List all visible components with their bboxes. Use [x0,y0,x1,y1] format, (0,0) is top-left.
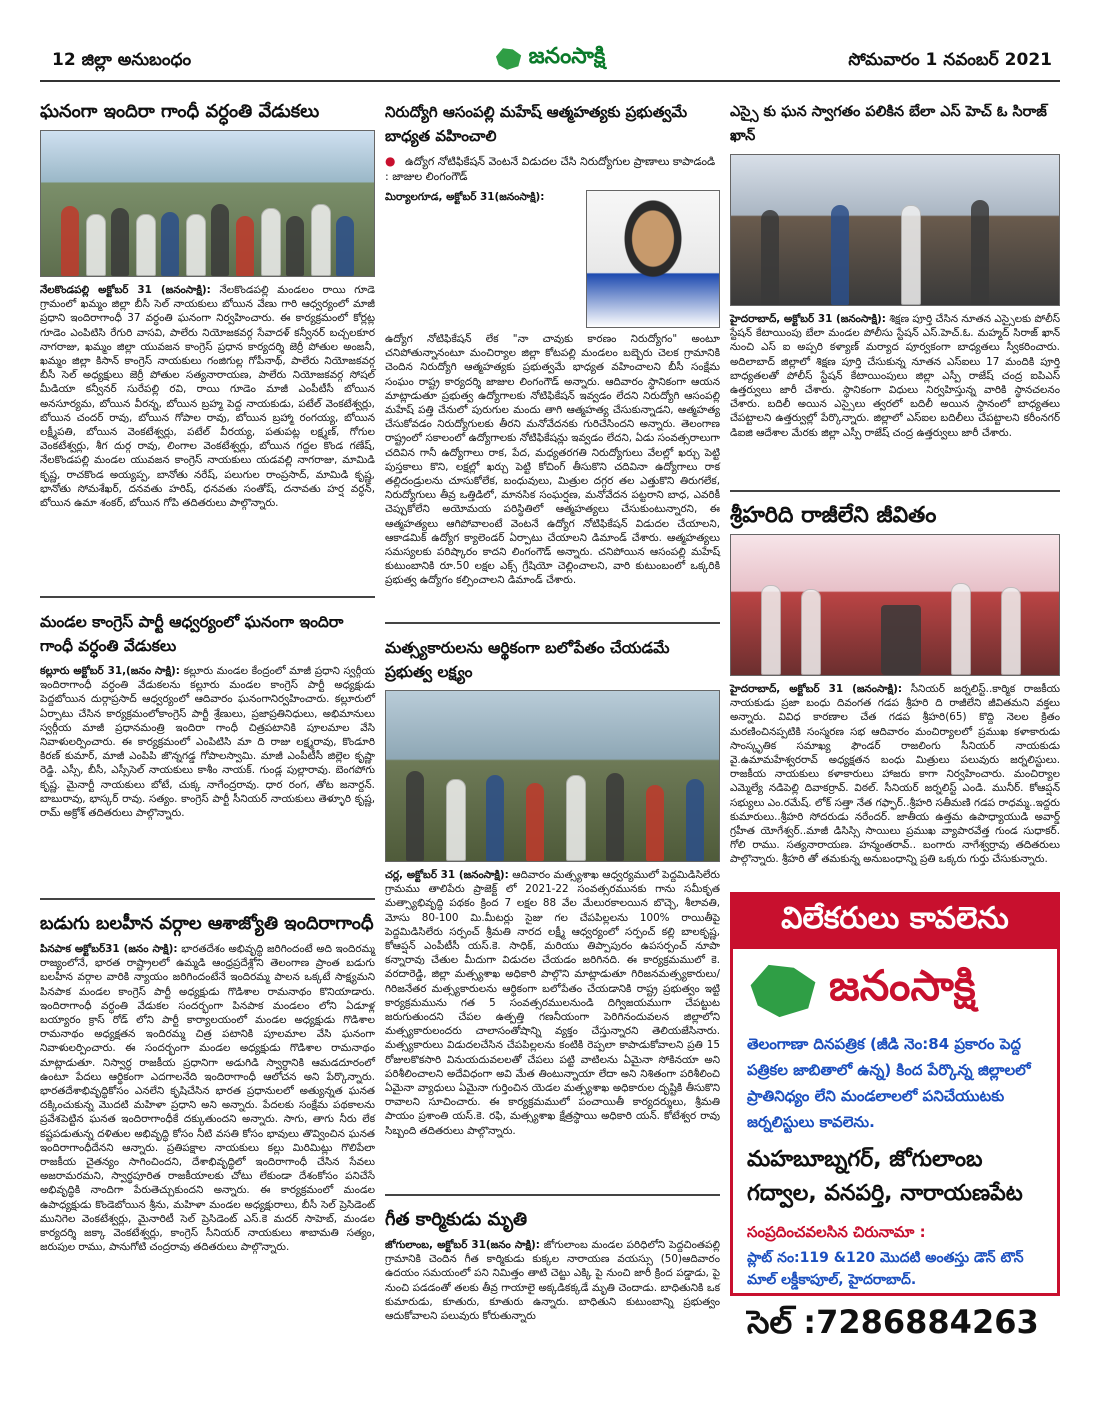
article-dateline: కల్లూరు అక్టోబర్ 31,(జనం సాక్షి): [40,665,180,677]
article-body [40,942,375,1340]
ad-brand-name: జనంసాక్షి [829,961,976,1010]
divider [385,622,720,624]
ad-brand [733,949,1057,1027]
column-right [730,96,1060,1341]
article-photo [730,154,1060,306]
article-photo [730,534,1060,676]
article-indira-vardhanti-nelakondapalli [40,96,375,588]
article-title: మండల కాంగ్రెస్ పార్టీ ఆధ్వర్యంలో ఘనంగా ఇందిరా గాంధీ వర్ధంతి వేడుకలు [40,613,344,655]
article-title: బడుగు బలహీన వర్గాల ఆశాజ్యోతి ఇందిరాగాంధీ [40,913,374,934]
ad-contact-label: సంప్రదించవలసిన చిరునామా : [747,1223,926,1241]
article-text: ఉద్యోగ నోటిఫికేషన్ లేక "నా చావుకు కారణం నిరుద్యోగం" అంటూ చనిపోతున్నానంటూ మంచిర్యాల జిల్లా కోటపల్లి మండలం బబ్బెరు చెలక గ్రామానికి చెందిన నిరుద్యోగి ఆత్మహత్యకు ప్రభుత్వమే భాధ్యత వహించాలని బీసీ సంక్షేమ సంఘం రాష్ట్ర కార్యదర్శి జాజుల లింగంగౌడ్ అన్నారు. ఆదివారం స్థానికంగా ఆయన మాట్లాడుతూ ప్రభుత్వ ఉద్యోగాలకు నోటిఫికేషన్ ఇవ్వడం లేదని నిరుద్యోగి ఆసంపల్లి మహేష్ పత్తి చేనులో పురుగుల మందు తాగి ఆత్మహత్య చేసుకున్నాడని, ఆత్మహత్య చేసుకోవడం నిరుద్యోగులకు తీరని మనోవేదనకు గురిచేసిందని అన్నారు. తెలంగాణ రాష్ట్రంలో సకాలంలో ఉద్యోగాలకు నోటిఫికేషన్లు ఇవ్వడం లేదని, ఏడు సంవత్సరాలుగా చదివిన గానీ ఉద్యోగాలు రాక, పేద, మధ్యతరగతి నిరుద్యోగులు వేలల్లో ఖర్చు పెట్టి పుస్తకాలు కొని, లక్షల్లో ఖర్చు పెట్టి కోచింగ్ తీసుకొని చదివినా ఉద్యోగాలు రాక తల్లిదండ్రులను చూసుకోలేక, బంధువులు, మిత్రుల దగ్గర తల ఎత్తుకొని తిరుగలేక, నిరుద్యోగులు తీవ్ర ఒత్తిడిలో, మానసిక సంఘర్షణ, మనోవేదన పట్టరాని బాధ, ఎవరికీ చెప్పుకోలేని అయోమయ పరిస్థితిలో ఆత్మహత్యలు చేసుకుంటున్నారని, ఈ ఆత్మహత్యలు ఆగిపోవాలంటే వెంటనే ఉద్యోగ నోటిఫికేషన్ విడుదల చేయాలని, ఆకాడమిక్ ఉద్యోగ క్యాలెండర్ ఏర్పాటు చేయాలని డిమాండ్ చేశారు. ఆత్మహత్యలు సమస్యలకు పరిష్కారం కాదని లింగంగౌడ్ అన్నారు. చనిపోయిన ఆసంపల్లి మహేష్ కుటుంబానికి రూ.50 లక్షల ఎక్స్ గ్రేషియో చెల్లించాలని, వారి కుటుంబంలో ఒక్కరికి ప్రభుత్వ ఉద్యోగం కల్పించాలని డిమాండ్ చేశారు. [385,333,720,587]
article-text: నేలకొండపల్లి మండలం రాయి గూడె గ్రామంలో ఖమ్మం జిల్లా బీసీ సెల్ నాయకులు బోయిన వేణు గారి ఆధ్వర్యంలో మాజీ ప్రధాని ఇందిరాగాంధీ 37 వర్ధంతి ఘనంగా నిర్వహించారు. ఈ కార్యక్రమంలో కోర్లట్ల గూడెం ఎంపిటిసి రేగురి వాసవి, పాలేరు నియోజకవర్గ సేవాదళ్ కన్వీనర్ బచ్చలకూర నాగరాజు, ఖమ్మం జిల్లా యువజన కాంగ్రెస్ ప్రధాన కార్యదర్శి జెర్రీ పోతుల అంజనీ, ఖమ్మం జిల్లా కిసాన్ కాంగ్రెస్ నాయకులు గంజిగుల్ల గోపీనాథ్, పాలేరు నియోజకవర్గ బీసీ సెల్ అధ్యక్షులు జెర్రీ పోతుల సత్యనారాయణ, పాలేరు నియోజకవర్గ సోషల్ మీడియా కన్వీనర్ సురేపల్లి రవి, రాయి గూడెం మాజీ ఎంపీటీసీ బోయిన అనసూర్యమ, బోయిన వీరన్న, బోయిన బ్రహ్మ పెద్ద నాయకుడు, పటేల్ వెంకటేశ్వర్లు, బోయిన చందర్ రావు, బోయిన గోపాల రావు, బోయిన బ్రహ్మా రంగయ్య, బోయిన లక్ష్మీపతి, బోయిన వెంకటేశ్వర్లు, పటేల్ వీరయ్య, పతుపట్ల లక్ష్మణ్, గోగుల వెంకటేశ్వర్లు, శీగ దుర్గ రావు, లింగాల వెంకటేశ్వర్లు, బోయిన గద్దల కొండ గణేష్, నేలకొండపల్లి మండల యువజన కాంగ్రెస్ నాయకులు యడవల్లి నాగరాజు, మామిడి కృష్ణ, రాచకొండ అయ్యప్ప, బానోతు నరేష్, పలుగుల రాంప్రసాద్, మామిడి కృష్ణ, భానోతు సోమశేఖర్, దనవతు హరిష్, ధనవతు సంతోష్, దనావతు హర్ష వర్ధన్, బోయిన ఉమా శంకర్, బోయిన గోపి తదితరులు పాల్గొన్నారు. [40,284,375,510]
header-rule [40,80,1060,82]
article-text: జోగులాంబ మండల పరిధిలోని పెద్దచింతపల్లి గ్రామానికి చెందిన గీత కార్మికుడు కుక్కల నారాయణ వయస్సు (50)ఆదివారం ఉదయం సమయంలో పని నిమిత్తం తాటి చెట్టు ఎక్కి పై నుంచి జారీ క్రింద పడ్డాడు, పై నుంచి పడడంతో తలకు తీవ్ర గాయాలై అక్కడికక్కడే మృతి చెందాడు. బాధితునికి ఒక కుమారుడు, కూతురు, కూతురు ఉన్నారు. బాధితుని కుటుంబాన్ని ప్రభుత్వం ఆదుకోవాలని పలువురు కోరుతున్నారు [385,1239,720,1323]
telangana-map-icon [495,47,523,71]
article-body [730,312,1060,482]
ad-headline: విలేకరులు కావలెను [733,895,1057,949]
article-dateline: హైదరాబాద్, అక్టోబర్ 31 (జనంసాక్షి): [730,313,886,325]
article-indira-pinapaka [40,908,375,1340]
article-srihari [730,500,1060,880]
ad-regions: మహబూబ్నగర్, జోగులాంబ గద్వాల, వనపర్తి, నారాయణపేట [747,1147,1023,1206]
article-dateline: పినపాక అక్టోబర్31 (జనం సాక్షి): [40,943,178,955]
article-unemployed-suicide [385,96,720,614]
article-dateline: హైదరాబాద్, అక్టోబర్ 31 (జనంసాక్షి): [730,683,903,695]
telangana-map-icon [747,962,819,1020]
article-title: నిరుద్యోగి ఆసంపల్లి మహేష్ ఆత్మహత్యకు ప్రభుత్వమే బాధ్యత వహించాలి [385,103,688,145]
masthead-logo [495,44,606,74]
column-middle [385,96,720,1338]
ad-phone: సెల్ :7286884263 [747,1303,1039,1341]
divider [385,1194,720,1196]
article-dateline: జోగులాంబ, అక్టోబర్ 31(జనం సాక్షి): [385,1239,540,1251]
column-left [40,96,375,1340]
article-text: శిక్షణ పూర్తి చేసిన నూతన ఎస్సైలకు పోలీస్ స్టేషన్ కేటాయింపు బేలా మండల పోలీసు స్టేషన్ ఎస్.హెచ్.ఓ. మహ్మద్ సిరాజ్ ఖాన్ నుంచి ఎస్ ఐ అప్పరి కళ్యాణ్ మర్యాద పూర్వకంగా బాధ్యతలు స్వీకరించారు. అదిలాబాద్ జిల్లాలో శిక్షణ పూర్తి చేసుకున్న నూతన ఎస్ఐలు 17 మందికి పూర్తి బాధ్యతలతో పోలీస్ స్టేషన్ కేటాయింపులు జిల్లా ఎస్పీ రాజేష్ చంద్ర ఐపిఎస్ ఉత్తర్వులు జారీ చేశారు. స్థానికంగా విధులు నిర్వహిస్తున్న వారికి స్థానచలనం చేశారు. బదిలీ అయిన ఎస్సైలు త్వరలో బదిలీ అయిన స్థానంలో బాధ్యతలు చేపట్టాలని ఉత్తర్వుల్లో పేర్కొన్నారు. జిల్లాలో ఎస్ఐల బదిలీలు చేపట్టాలని కరీంనగర్ డిఐజి ఆదేశాల మేరకు జిల్లా ఎస్పీ రాజేష్ చంద్ర ఉత్తర్వులు జారీ చేశారు. [730,313,1060,439]
article-body [40,664,375,890]
article-dateline: చర్ల, అక్టోబర్ 31 (జనంసాక్షి): [385,869,509,881]
bullet-icon: ● [385,154,396,168]
ad-address: ప్లాట్ నం:119 &120 మొదటి అంతస్తు డౌన్ టౌన్ మాల్ లక్డీకాపూల్, హైదరాబాద్. [747,1250,1024,1288]
article-toddy-tapper-death [385,1204,720,1338]
article-lead [385,190,578,326]
article-bullet [385,154,720,184]
classified-ad-reporters-wanted [730,892,1060,1341]
article-title: గీత కార్మికుడు మృతి [385,1209,528,1230]
article-body [385,332,720,614]
page-header [40,38,1060,80]
article-title: ఎస్సై కు ఘన స్వాగతం పలికిన బేలా ఎస్ హెచ్ ఓ సిరాజ్ ఖాన్ [730,104,1047,144]
article-title: శ్రీహరిది రాజీలేని జీవితం [730,503,937,528]
article-title: ఘనంగా ఇందిరా గాంధీ వర్ధంతి వేడుకలు [40,101,320,122]
divider [40,898,375,900]
logo-text: జనంసాక్షి [528,44,606,69]
article-photo [40,130,375,277]
article-fishermen [385,632,720,1186]
article-si-welcome [730,96,1060,482]
article-dateline: మిర్యాలగూడ, అక్టోబర్ 31(జనంసాక్షి): [385,191,545,203]
article-body [385,1238,720,1338]
article-body [730,682,1060,880]
article-dateline: నేలకొండపల్లి అక్టోబర్ 31 (జనంసాక్షి): [40,284,211,296]
issue-date: సోమవారం 1 నవంబర్ 2021 [848,50,1052,70]
article-photo [385,690,720,862]
article-text: ఆదివారం మత్స్యశాఖ ఆధ్వర్యములో పెద్దమిడిసిలేరు గ్రామము తాలిపేరు ప్రాజెక్ట్ లో 2021-22 సంవత్సరమునకు గాను సమీకృత మత్స్యాభివృద్ధి పథకం క్రింద 7 లక్షల 88 వేల మేలురకాలయిన బొచ్చె, శీలావతి, మోసు 80-100 మి.మీటర్లు సైజు గల చేపపిల్లలను 100% రాయితీపై పెద్దమిడిసిలేరు సర్పంచ్ శ్రీమతి నారద లక్ష్మీ ఆధ్వర్యంలో సర్పంచ్ కల్లి బాలకృష్ణ, కోఆప్షన్ ఎంపీటీసీ యస్.కె. సాధిక్, మరియు తిప్పాపురం ఉపసర్పంచ్ నూపా కన్నారావు చేతుల మీదుగా విడుదల చేయడం జరిగినది. ఈ కార్యక్రమములో కె. వరదారెడ్డి, జిల్లా మత్స్యశాఖ అధికారి పాల్గొని మాట్లాడుతూ గిరిజనమత్స్యకారులు/గిరిజనేతర మత్స్యకారులను ఆర్థికంగా బలోపేతం చేయడానికి రాష్ట్ర ప్రభుత్వం ఇట్టి కార్యక్రమమును గత 5 సంవత్సరములనుండి దిగ్విజయముగా చేపట్టుట జరుగుతుందని చేపల ఉత్పత్తి గణనీయంగా పెరిగినందువలన జిల్లాలోని మత్స్యకారులందరు చాలాసంతోషాన్ని వ్యక్తం చేస్తున్నారని తెలియజేసినారు. మత్స్యకారులు విడుదలచేసిన చేపపిల్లలను కంటికి రెప్పలా కాపాడుకోవాలని ప్రతి 15 రోజులకొకసారి వినుయదువలలతో చేపలు పట్టి వాటిలను ఏమైనా సోకినయా అని పరిశీలించాలని అదేవిధంగా అవి మేత తింటున్నాయా లేదా అని నిశితంగా పరిశీలించి ఏమైనా వ్యాధులు ఏమైనా గుర్తించిన యెడల మత్స్యశాఖ అధికారుల దృష్టికి తీసుకొని రావాలని సూచించారు. ఈ కార్యక్రమములో పంచాయితీ కార్యదర్శులు, శ్రీమతి పాయం ప్రశాంతి యస్.కె. రఫి, మత్స్యశాఖ క్షేత్రస్థాయి అధికారి యన్. కోటేశ్వర రావు సిబ్బంది తదితరులు పాల్గొన్నారు. [385,869,720,1137]
article-title: మత్స్యకారులను ఆర్థికంగా బలోపేతం చేయడమే ప్రభుత్వ లక్ష్యం [385,639,670,681]
article-body [40,283,375,588]
bullet-text: ఉద్యోగ నోటిఫికేషన్ వెంటనే విడుదల చేసి నిరుద్యోగుల ప్రాణాలు కాపాడండి : జాజుల లింగంగౌడ్ [385,155,716,183]
article-text: భారతదేశం అభివృద్ధి జరిగిందంటే అది ఇందిరమ్మ రాజ్యంలోనే, భారత రాష్ట్రాలలో ఉమ్మడి ఆంధ్రప్రదేశ్లోని తెలంగాణ ప్రాంత బడుగు బలహీన వర్గాల వారికి న్యాయం జరిగిందంటేనే ఇందిరమ్మ పాలన ఒక్కటే సాక్ష్యమని పినపాక మండల కాంగ్రెస్ పార్టీ అధ్యక్షుడు గొడిశాల రామనాథం కొనియాడారు. ఇందిరాగాంధీ వర్ధంతి వేడుకల సందర్భంగా పినపాక మండలం లోని ఏడూళ్ల బయ్యారం క్రాస్ రోడ్ లోని పార్టీ కార్యాలయంలో మండల అధ్యక్షుడు గొడిశాల రామనాథం అధ్యక్షతన ఇందిరమ్మ చిత్ర పటానికి పూలమాల వేసి ఘనంగా నివాళులర్పించారు. ఈ సందర్భంగా మండల అధ్యక్షుడు గొడిశాల రామనాథం మాట్లాడుతూ. నిస్వార్ధ రాజకీయ ప్రధానిగా అడుగిడి స్వార్ధానికి ఆమడదూరంలో ఉంటూ పేదలు ఆర్థికంగా ఎదగాలనేది ఇందిరాగాంధీ ఆలోచన అని పేర్కొన్నారు. భారతదేశాభివృద్ధికోసం ఎనలేని కృషిచేసిన భారత ప్రధానులలో అత్యున్నత ఘనత దక్కించుకున్న మొదటి మహిళా ప్రధాని అని అన్నారు. పేదలకు సంక్షేమ పథకాలను ప్రవేశపెట్టిన ఘనత ఇందిరాగాంధీకే దక్కుతుందని అన్నారు. సాగు, తాగు నీరు లేక కష్టపడుతున్న దళితుల అభివృద్ధి కోసం నీటి వసతి కోసం భావులు తొవ్వించిన ఘనత ఇందిరాగాంధీదేనని ఆన్నారు. ప్రతిపక్షాల నాయకులు కల్లు మిరిమిట్లు గొలిపేలా రాజకీయ చైతన్యం సాగించిందని, దేశాభివృద్ధిలో ఇందిరాగాంధీ చేసిన సేవలు అజరామరమని, స్వార్థపూరిత రాజకీయాలకు చోటు లేకుండా దేశంకోసం పనిచేసే అభివృద్ధికి నాందిగా పేరుతెచ్చుకుందని అన్నారు. ఈ కార్యక్రమంలో మండల ఉపాధ్యక్షుడు కొండెబోయిన శ్రీను, మహిళా మండల అధ్యక్షురాలు, బీసీ సెల్ ప్రెసిడెంట్ మునిగెల వెంకటేశ్వర్లు, మైనారిటీ సెల్ ప్రెసిడెంట్ ఎస్.కె మదర్ సాహెబ్, మండల కార్యదర్శి జక్కా వెంకటేశ్వర్లు, కాంగ్రెస్ సీనియర్ నాయకులు శాబామతి సత్యం, జరుపుల రాము, పానుగోటి చంద్రరావు తదితరులు పాల్గొన్నారు. [40,943,375,1254]
article-text: కల్లూరు మండల కేంద్రంలో మాజీ ప్రధాని స్వర్గీయ ఇందిరాగాంధీ వర్ధంతి వేడుకలను కల్లూరు మండల కాంగ్రెస్ పార్టీ అధ్యక్షుడు పెద్దబోయిన దుర్గాప్రసాద్ ఆధ్వర్యంలో ఆదివారం ఘనంగానిర్వహించారు. కల్లూరులో ఏర్పాటు చేసిన కార్యక్రమంలోకాంగ్రెస్ పార్టీ శ్రేణులు, ప్రజాప్రతినిధులు, అభిమానులు స్వర్గీయ మాజీ ప్రధానమంత్రి ఇందిరా గాంధీ చిత్రపటానికి పూలమాల వేసి నివాళులర్పించారు. ఈ కార్యక్రమంలో ఎంపిటిసి మా ది రాజు లక్ష్మరావు, కొండూరి కిరణ్ కుమార్, మాజీ ఎంపిపి జొన్నగడ్డ గోపాలస్వామి. మాజీ ఎంపీటీసీ జిల్లెల కృష్ణా రెడ్డి. ఎస్సీ, బీసీ, ఎస్సీసెల్ నాయకులు కాశీం నాయక్. గుండ్ల పుల్లారావు. బెంగపోగు కృష్ణ. మైనార్టీ నాయకులు బోటే, చుక్క నాగేంద్రరావు. ధార రంగ, తోట జనార్దన్. బాబురావు, భాస్కర్ రావు. సత్యం. కాంగ్రెస్ పార్టీ సీనియర్ నాయకులు తెళ్ళూరి కృష్ణ, రామ్ అక్రోశ్ తదితరులు పాల్గొన్నారు. [40,665,376,820]
ad-description: తెలంగాణా దినపత్రిక (జీడి నెం:84 ప్రకారం పెద్ద పత్రికల జాబితాలో ఉన్న) కింద పేర్కొన్న జిల్లాలలో ప్రాతినిధ్యం లేని మండలాలలో పనిచేయుటకు జర్నలిస్టులు కావలెను. [747,1035,1031,1131]
article-body [385,868,720,1186]
page-label: 12 జిల్లా అనుబంధం [52,50,192,70]
portrait-photo [586,190,720,328]
article-text: సీనియర్ జర్నలిస్ట్..కార్మిక రాజకీయ నాయకుడు ప్రజా బంధు దివంగత గడప శ్రీహరి ది రాజీలేని జీవితమని వక్తలు అన్నారు. వివిధ కారణాల చేత గడప శ్రీహరి(65) కొద్ది నెలల క్రితం మరణించినప్పటికి సంస్మరణ సభ ఆదివారం మంచిర్యాలలో ప్రముఖ కళాకారుడు సాంస్కృతిక సమాఖ్య ఫౌండర్ రాజలింగు సీనియర్ నాయకుడు వై.ఉమామహేశ్వరరావ్ అధ్యక్షతన బంధు మిత్రులు పలువురు జర్నలిస్టులు. రాజకీయ నాయకులు కళాకారులు హాజరు కాగా నిర్వహించారు. మంచిర్యాల ఎమ్మెల్యే నడిపెల్లి దివాకర్రావ్. విఠల్. సీనియర్ జర్నలిస్ట్ ఎండి. మునీర్. కోఆప్షన్ సభ్యులు ఎం.రమేష్. లోక్ సత్తా నేత గఫ్ఫార్..శ్రీహరి సతీమణి గడప రాధమ్మ..ఇద్దరు కుమారులు..శ్రీహరి సోదరుడు నరేందర్. జాతీయ ఉత్తమ ఉపాధ్యాయుడి అవార్డ్ గ్రహీత యోగేశ్వర్..మాజీ డిసిస్సి సాయిలు ప్రముఖ వ్యాపారవేత్త గుండ సుధాకర్. గోలి రాము. సత్యనారాయణ. హన్మంతరావ్.. బంగారు నాగేశ్వర్రావు తదితరులు పాల్గొన్నారు. శ్రీహరి తో తమకున్న అనుబంధాన్ని ప్రతి ఒక్కరు గుర్తు చేసుకున్నారు. [730,683,1060,866]
divider [40,596,375,598]
article-congress-kalluru [40,606,375,890]
divider [730,490,1060,492]
